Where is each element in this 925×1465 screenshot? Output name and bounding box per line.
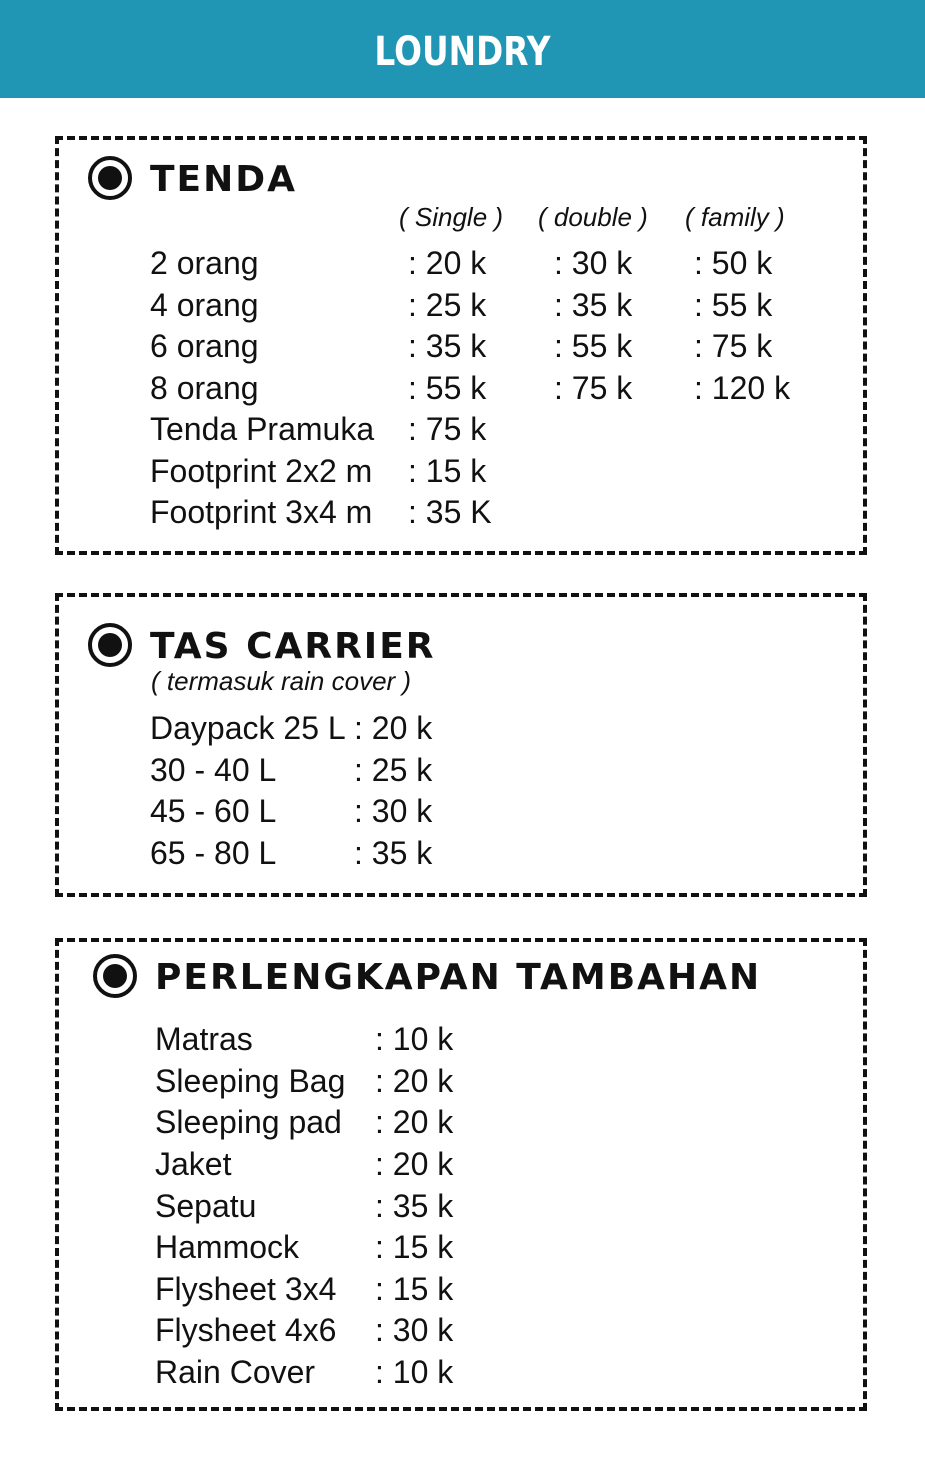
- item-name: Tenda Pramuka: [150, 411, 375, 447]
- perlengkapan-title: PERLENGKAPAN TAMBAHAN: [155, 957, 762, 998]
- item-price: : 35 k: [375, 1188, 454, 1224]
- item-price: : 25 k: [354, 752, 433, 788]
- price-double: : 30 k: [554, 245, 633, 281]
- price-double: : 75 k: [554, 370, 633, 406]
- radio-bullet-icon: [93, 954, 137, 998]
- price-single: : 35 k: [408, 328, 487, 364]
- tenda-row: [0, 242, 925, 284]
- item-name: 65 - 80 L: [150, 835, 277, 871]
- radio-bullet-icon: [88, 156, 132, 200]
- item-price: : 20 k: [375, 1104, 454, 1140]
- perlengkapan-row: [0, 1143, 925, 1185]
- perlengkapan-row: [0, 1018, 925, 1060]
- tenda-row: [0, 284, 925, 326]
- item-name: 8 orang: [150, 370, 259, 406]
- tas-carrier-note: ( termasuk rain cover ): [151, 666, 412, 696]
- perlengkapan-row: [0, 1060, 925, 1102]
- perlengkapan-row: [0, 1309, 925, 1351]
- perlengkapan-row: [0, 1185, 925, 1227]
- header-bar: [0, 0, 925, 98]
- price-single: : 75 k: [408, 411, 487, 447]
- item-price: : 20 k: [375, 1063, 454, 1099]
- item-name: 2 orang: [150, 245, 259, 281]
- item-name: Sepatu: [155, 1188, 257, 1224]
- item-name: 30 - 40 L: [150, 752, 277, 788]
- price-family: : 75 k: [694, 328, 773, 364]
- item-name: Footprint 2x2 m: [150, 453, 373, 489]
- tenda-title: TENDA: [150, 159, 298, 200]
- item-price: : 20 k: [375, 1146, 454, 1182]
- tenda-row: [0, 367, 925, 409]
- item-price: : 10 k: [375, 1021, 454, 1057]
- price-single: : 35 K: [408, 494, 492, 530]
- perlengkapan-row: [0, 1268, 925, 1310]
- radio-bullet-icon: [88, 623, 132, 667]
- page-title: LOUNDRY: [374, 29, 551, 75]
- price-family: : 55 k: [694, 287, 773, 323]
- item-price: : 20 k: [354, 710, 433, 746]
- tas-row: [0, 707, 925, 749]
- price-single: : 20 k: [408, 245, 487, 281]
- perlengkapan-row: [0, 1226, 925, 1268]
- price-double: : 35 k: [554, 287, 633, 323]
- item-name: Footprint 3x4 m: [150, 494, 373, 530]
- item-name: Flysheet 3x4: [155, 1271, 337, 1307]
- tas-row: [0, 790, 925, 832]
- tenda-row: [0, 408, 925, 450]
- price-single: : 25 k: [408, 287, 487, 323]
- item-name: Flysheet 4x6: [155, 1312, 337, 1348]
- column-header-single: ( Single ): [399, 202, 504, 232]
- item-name: 45 - 60 L: [150, 793, 277, 829]
- item-price: : 15 k: [375, 1271, 454, 1307]
- item-price: : 30 k: [354, 793, 433, 829]
- item-name: 6 orang: [150, 328, 259, 364]
- perlengkapan-row: [0, 1101, 925, 1143]
- tas-carrier-title: TAS CARRIER: [150, 626, 436, 667]
- item-name: Sleeping Bag: [155, 1063, 346, 1099]
- item-name: Jaket: [155, 1146, 232, 1182]
- item-name: Daypack 25 L: [150, 710, 346, 746]
- item-price: : 15 k: [375, 1229, 454, 1265]
- item-price: : 10 k: [375, 1354, 454, 1390]
- perlengkapan-row: [0, 1351, 925, 1393]
- tenda-row: [0, 325, 925, 367]
- price-family: : 50 k: [694, 245, 773, 281]
- price-family: : 120 k: [694, 370, 791, 406]
- price-double: : 55 k: [554, 328, 633, 364]
- tenda-row: [0, 450, 925, 492]
- price-single: : 15 k: [408, 453, 487, 489]
- item-price: : 35 k: [354, 835, 433, 871]
- column-header-double: ( double ): [538, 202, 648, 232]
- item-price: : 30 k: [375, 1312, 454, 1348]
- tas-row: [0, 749, 925, 791]
- tas-row: [0, 832, 925, 874]
- item-name: Rain Cover: [155, 1354, 316, 1390]
- tenda-row: [0, 491, 925, 533]
- item-name: Matras: [155, 1021, 253, 1057]
- item-name: Sleeping pad: [155, 1104, 342, 1140]
- item-name: Hammock: [155, 1229, 300, 1265]
- column-header-family: ( family ): [685, 202, 785, 232]
- price-single: : 55 k: [408, 370, 487, 406]
- item-name: 4 orang: [150, 287, 259, 323]
